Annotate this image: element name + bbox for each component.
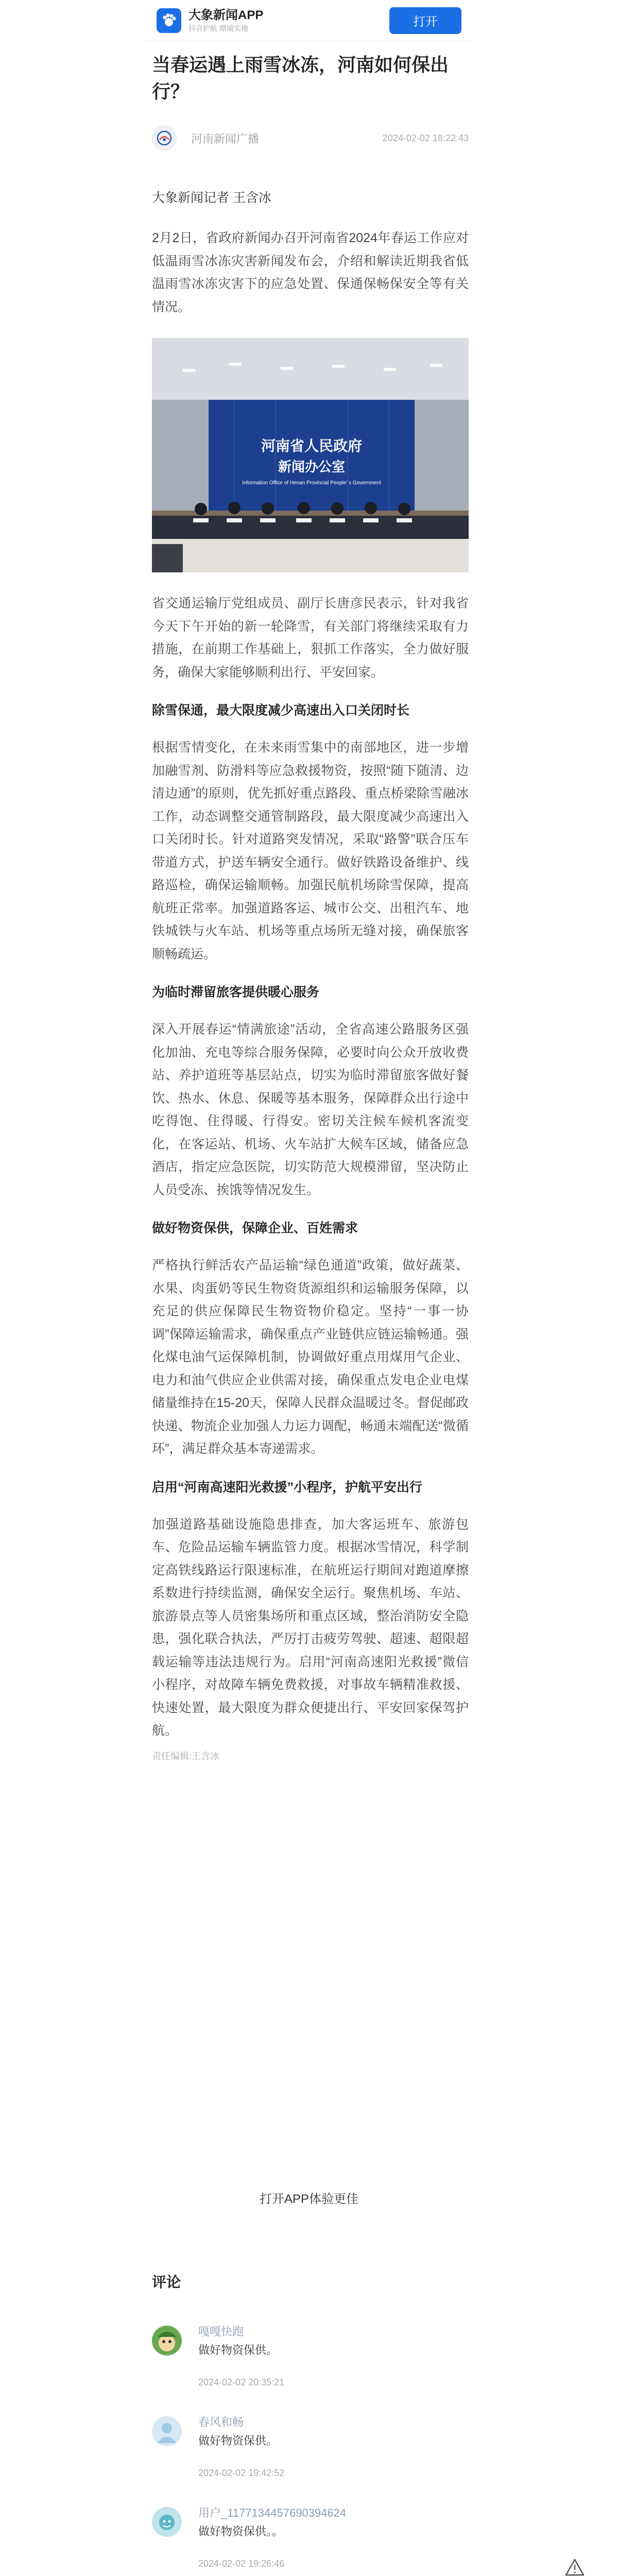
section-body-3: 严格执行鲜活农产品运输“绿色通道”政策，做好蔬菜、水果、肉蛋奶等民生物资货源组织和运输服务保障，以充足的供应保障民生物资物价稳定。坚持“一事一协调”保障运输需求，确保重点产业链供应链运输畅通。强化煤电油气运保障机制，协调做好重点用煤用气企业、电力和油气供应企业供需对接，确保重点发电企业电煤储量维持在15-20天，保障人民群众温暖过冬。督促邮政快递、物流企业加强人力运力调配，畅通末端配送“微循环”，满足群众基本寄递需求。 <box>152 1258 469 1456</box>
app-info <box>188 8 389 33</box>
section-heading-1: 除雪保通，最大限度减少高速出入口关闭时长 <box>152 703 410 718</box>
section-heading-3: 做好物资保供，保障企业、百姓需求 <box>152 1221 358 1235</box>
comment-author[interactable]: 春风和畅 <box>198 2416 244 2429</box>
comment-item <box>152 2505 469 2576</box>
comments-section <box>152 2272 469 2569</box>
comment-time: 2024-02-02 19:26:46 <box>198 2558 285 2569</box>
article-meta <box>152 125 469 151</box>
section-heading-4: 启用“河南高速阳光救援”小程序，护航平安出行 <box>152 1480 423 1495</box>
comment-text: 做好物资保供。 <box>198 2344 278 2357</box>
banner-subtitle: 新闻办公室 <box>278 460 345 475</box>
avatar[interactable] <box>152 2416 182 2446</box>
warning-triangle-icon <box>564 2558 585 2576</box>
avatar[interactable] <box>152 2507 182 2537</box>
article <box>152 52 469 1764</box>
section-body-2: 深入开展春运“情满旅途”活动，全省高速公路服务区强化加油、充电等综合服务保障，必要时向公众开放收费站、养护道班等基层站点，切实为临时滞留旅客做好餐饮、热水、休息、保暖等基本服务，保障群众出行途中吃得饱、住得暖、行得安。密切关注候车候机客流变化，在客运站、机场、火车站扩大候车区域，储备应急酒店，指定应急医院，切实防范大规模滞留，坚决防止人员受冻、挨饿等情况发生。 <box>152 1022 469 1197</box>
press-conference-photo <box>152 338 469 572</box>
source-logo-icon <box>152 126 177 150</box>
banner-title: 河南省人民政府 <box>261 437 362 454</box>
comment-author[interactable]: 用户_1177134457690394624 <box>198 2506 347 2519</box>
comment-text: 做好物资保供。。 <box>198 2525 284 2538</box>
comment-item <box>152 2414 469 2497</box>
comment-time: 2024-02-02 19:42:52 <box>198 2468 285 2478</box>
section-heading-2: 为临时滞留旅客提供暖心服务 <box>152 985 320 999</box>
avatar[interactable] <box>152 2326 182 2355</box>
open-app-button[interactable]: 打开 <box>389 7 461 34</box>
comment-text: 做好物资保供。 <box>198 2434 278 2447</box>
app-slogan: 抖音护航 鼎端实地 <box>188 24 248 32</box>
comment-author[interactable]: 嘎嘎快跑 <box>198 2325 244 2338</box>
report-button[interactable] <box>559 2558 590 2576</box>
open-app-hint[interactable]: 打开APP体验更佳 <box>259 2192 359 2206</box>
section-body-4: 加强道路基础设施隐患排查，加大客运班车、旅游包车、危险品运输车辆监管力度。根据冰雪情况，科学制定高铁线路运行限速标准，在航班运行期间对跑道摩擦系数进行持续监测，确保安全运行。聚焦机场、车站、旅游景点等人员密集场所和重点区域，整治消防安全隐患，强化联合执法，严厉打击疲劳驾驶、超速、超限超载运输等违法违规行为。启用“河南高速阳光救援”微信小程序，对故障车辆免费救援，对事故车辆精准救援、快速处置，最大限度为群众便捷出行、平安回家保驾护航。 <box>152 1517 469 1738</box>
app-download-header <box>144 0 474 41</box>
reporter-line: 大象新闻记者 王含冰 <box>152 191 271 205</box>
app-logo-icon <box>157 8 181 33</box>
intro-paragraph: 2月2日，省政府新闻办召开河南省2024年春运工作应对低温雨雪冰冻灾害新闻发布会，介绍和解读近期我省低温雨雪冰冻灾害下的应急处置、保通保畅保安全等有关情况。 <box>152 231 469 314</box>
banner-english: Information Office of Henan Provincial People' s Government <box>242 480 381 486</box>
comment-item <box>152 2324 469 2406</box>
app-name: 大象新闻APP <box>188 8 264 22</box>
section-body-1: 根据雪情变化，在未来雨雪集中的南部地区，进一步增加融雪剂、防滑料等应急救援物资，按照“随下随清、边清边通”的原则，优先抓好重点路段、重点桥梁除雪融冰工作，动态调整交通管制路段，最大限度减少高速出入口关闭时长。针对道路突发情况，采取“路警”联合压车带道方式，护送车辆安全通行。做好铁路设备维护、线路巡检，确保运输顺畅。加强民航机场除雪保障，提高航班正常率。加强道路客运、城市公交、出租汽车、地铁城铁与火车站、机场等重点场所无缝对接，确保旅客顺畅疏运。 <box>152 740 469 961</box>
comments-title: 评论 <box>152 2274 181 2290</box>
article-title: 当春运遇上雨雪冰冻，河南如何保出行？ <box>152 54 449 102</box>
publish-time: 2024-02-02 18:22:43 <box>382 132 469 143</box>
source-name[interactable]: 河南新闻广播 <box>191 132 260 145</box>
editor-credit: 责任编辑:王含冰 <box>152 1751 220 1761</box>
comment-time: 2024-02-02 20:35:21 <box>198 2377 285 2387</box>
paragraph-2: 省交通运输厅党组成员、副厅长唐彦民表示，针对我省今天下午开始的新一轮降雪，有关部门将继续采取有力措施，在前期工作基础上，狠抓工作落实，全力做好服务，确保大家能够顺利出行、平安回家。 <box>152 596 469 680</box>
